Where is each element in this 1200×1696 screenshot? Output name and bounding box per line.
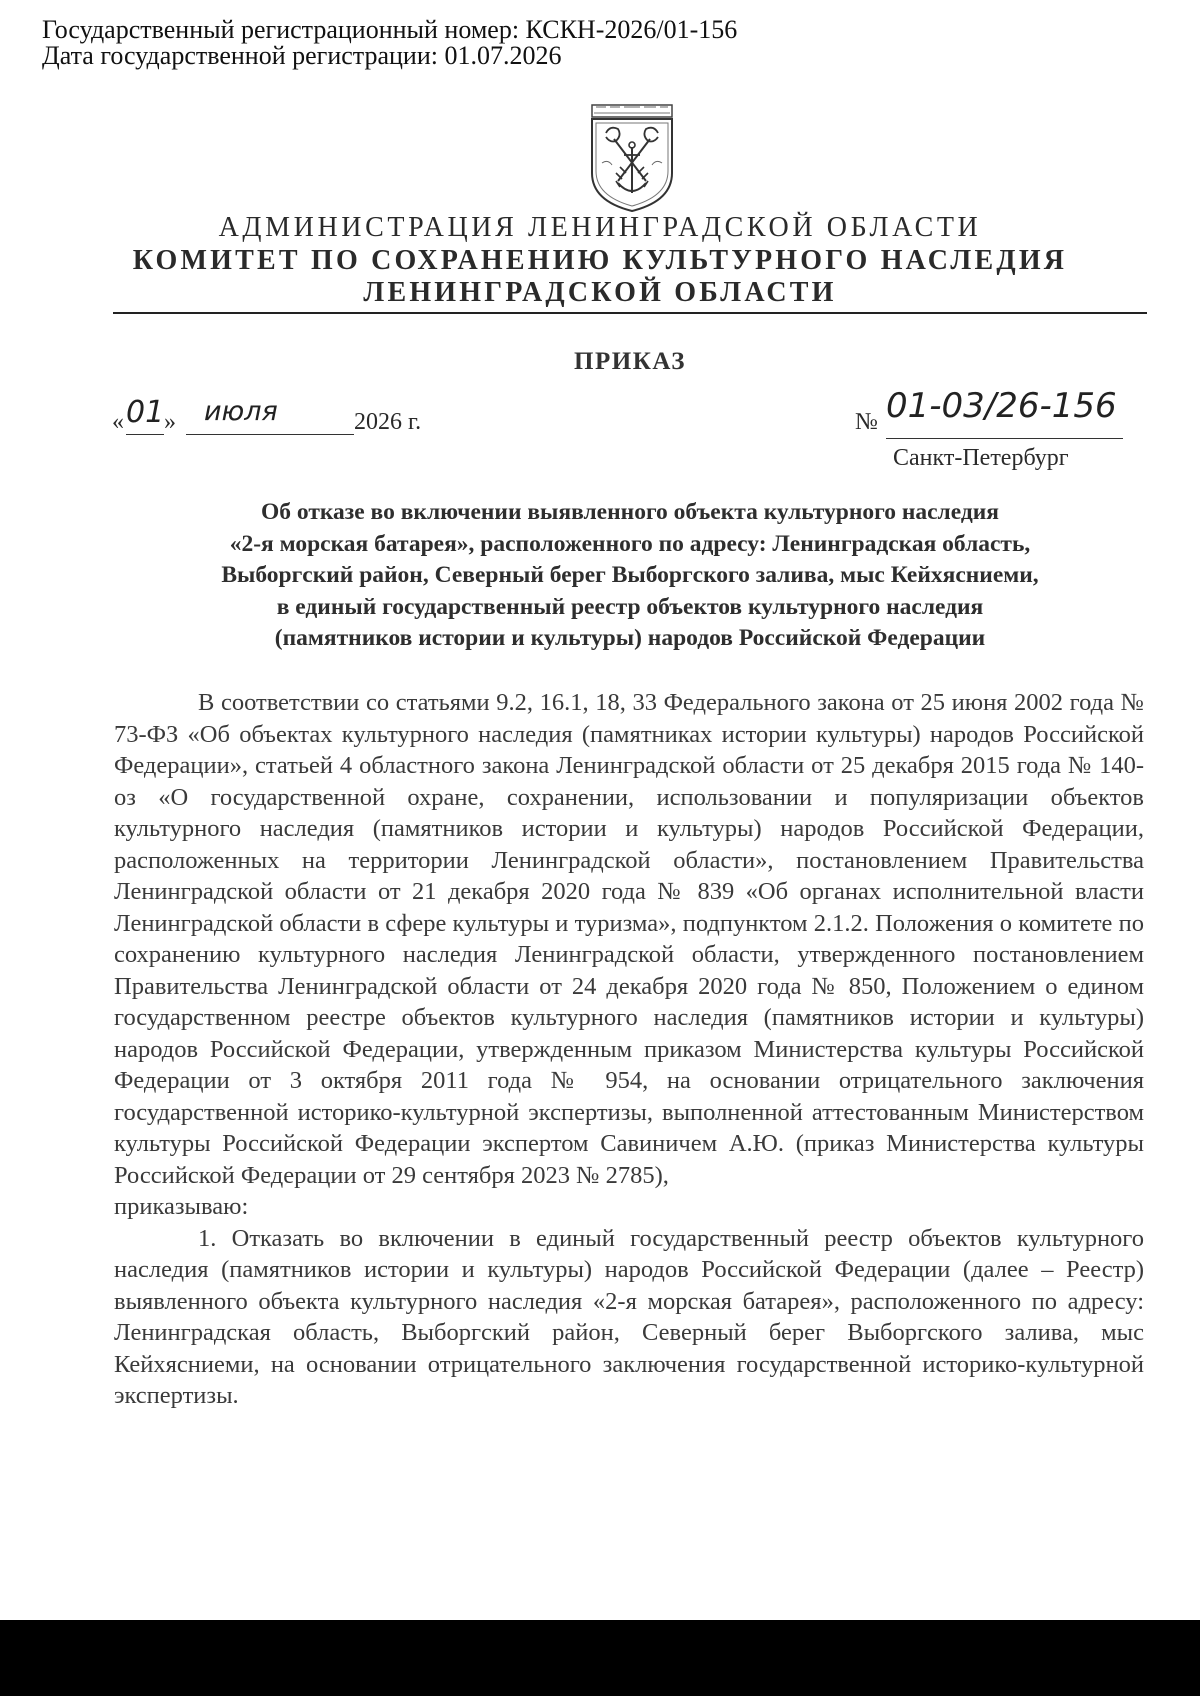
- date-year: 2026 г.: [354, 409, 422, 435]
- scan-bottom-border: [0, 1620, 1200, 1696]
- registration-number: Государственный регистрационный номер: КСКН-2026/01-156: [42, 15, 738, 44]
- order-body: [114, 687, 1144, 1412]
- date-month-underline: [186, 434, 354, 435]
- coat-of-arms-icon: [586, 103, 678, 213]
- order-number-handwritten: 01-03/26-156: [886, 386, 1117, 426]
- document-title: ПРИКАЗ: [574, 348, 686, 375]
- number-sign: №: [855, 409, 878, 435]
- subject-line: Об отказе во включении выявленного объекта культурного наследия: [260, 499, 1000, 525]
- order-number-underline: [886, 438, 1123, 439]
- date-day-handwritten: 01: [126, 395, 165, 430]
- committee-name: КОМИТЕТ ПО СОХРАНЕНИЮ КУЛЬТУРНОГО НАСЛЕДИЯ: [132, 245, 1068, 276]
- header-divider: [113, 312, 1147, 314]
- administration-name: АДМИНИСТРАЦИЯ ЛЕНИНГРАДСКОЙ ОБЛАСТИ: [218, 212, 982, 243]
- subject-line: «2-я морская батарея», расположенного по адресу: Ленинградская область,: [229, 530, 1031, 557]
- registration-date: Дата государственной регистрации: 01.07.2026: [42, 41, 562, 70]
- subject-line: (памятников истории и культуры) народов Российской Федерации: [274, 625, 986, 651]
- subject-line: Выборгский район, Северный берег Выборгского залива, мыс Кейхясниеми,: [221, 562, 1039, 588]
- date-open-quote: «: [112, 409, 124, 435]
- city: Санкт-Петербург: [893, 445, 1069, 471]
- committee-region: ЛЕНИНГРАДСКОЙ ОБЛАСТИ: [363, 277, 837, 308]
- command-word: приказываю:: [114, 1193, 249, 1220]
- date-close-quote: »: [164, 409, 176, 435]
- subject-line: в единый государственный реестр объектов культурного наследия: [276, 593, 984, 620]
- date-month-handwritten: июля: [204, 396, 278, 427]
- order-subject: [110, 497, 1150, 655]
- date-day-underline: [126, 434, 164, 435]
- order-item-1: 1. Отказать во включении в единый государственный реестр объектов культурного наследия (памятников истории и культуры) народов Российской Федерации (далее – Реестр) выявленного объекта культурного наследия «2-я морская батарея», расположенного по адресу: Ленинградская область, Выборгский район, Северный берег Выборгского залива, мыс Кейхясниеми, на основании отрицательного заключения государственной историко-культурной экспертизы.: [114, 1224, 1144, 1409]
- preamble-paragraph: В соответствии со статьями 9.2, 16.1, 18, 33 Федерального закона от 25 июня 2002 года № 73-ФЗ «Об объектах культурного наследия (памятниках истории культуры) народов Российской Федерации», статьей 4 областного закона Ленинградской области от 25 декабря 2015 года № 140-оз «О государственной охране, сохранении, использовании и популяризации объектов культурного наследия (памятников истории и культуры) народов Российской Федерации, расположенных на территории Ленинградской области», постановлением Правительства Ленинградской области от 21 декабря 2020 года № 839 «Об органах исполнительной власти Ленинградской области в сфере культуры и туризма», подпунктом 2.1.2. Положения о комитете по сохранению культурного наследия Ленинградской области, утвержденного постановлением Правительства Ленинградской области от 24 декабря 2020 года № 850, Положением о едином государственном реестре объектов культурного наследия (памятников истории и культуры) народов Российской Федерации, утвержденным приказом Министерства культуры Российской Федерации от 3 октября 2011 года № 954, на основании отрицательного заключения государственной историко-культурной экспертизы, выполненной аттестованным Министерством культуры Российской Федерации экспертом Савиничем А.Ю. (приказ Министерства культуры Российской Федерации от 29 сентября 2023 № 2785),: [114, 689, 1144, 1189]
